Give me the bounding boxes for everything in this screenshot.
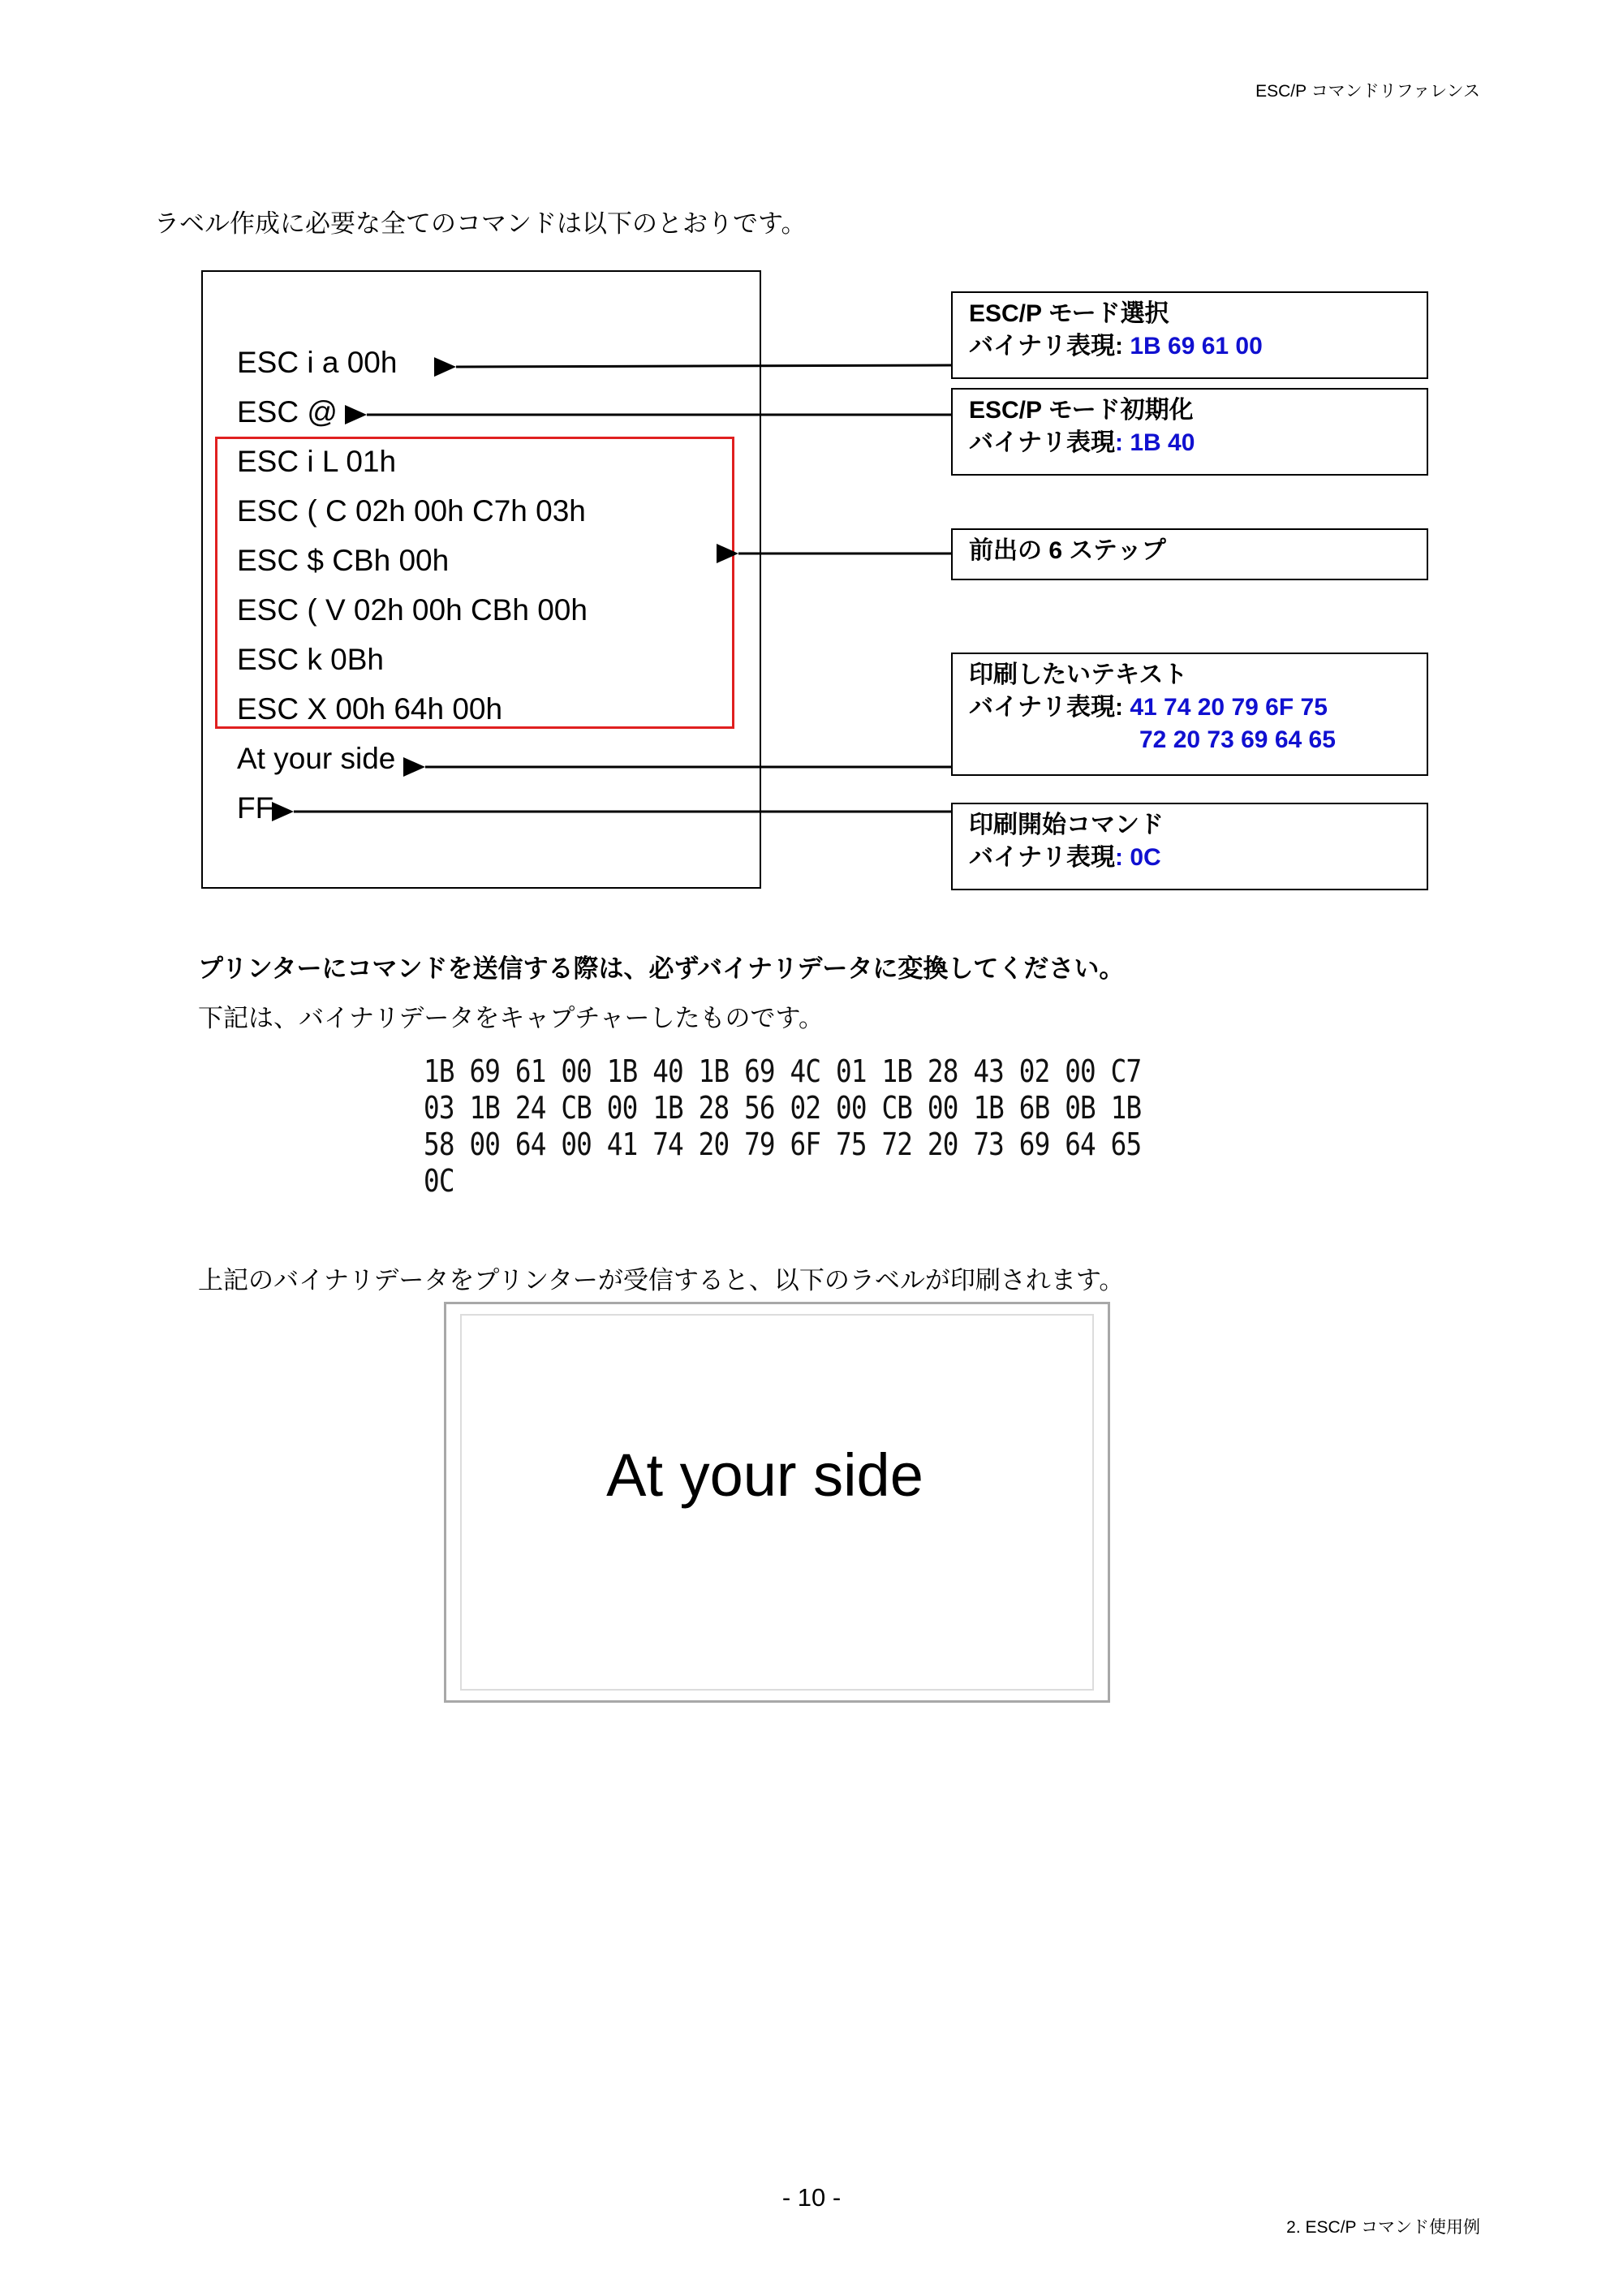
command-line: FF xyxy=(237,791,274,825)
conversion-note: プリンターにコマンドを送信する際は、必ずバイナリデータに変換してください。 xyxy=(198,954,1125,983)
callout-title: 印刷開始コマンド xyxy=(969,812,1164,838)
command-line: ESC $ CBh 00h xyxy=(237,544,450,577)
running-header: ESC/P コマンドリファレンス xyxy=(1255,82,1480,101)
command-line: ESC i L 01h xyxy=(237,445,397,478)
binary-value: : 0C xyxy=(1115,844,1161,871)
callout-title: 前出の 6 ステップ xyxy=(969,537,1166,564)
command-line: ESC ( V 02h 00h CBh 00h xyxy=(237,593,588,627)
command-line: At your side xyxy=(237,742,396,775)
running-footer: 2. ESC/P コマンド使用例 xyxy=(1286,2218,1480,2237)
command-line: ESC ( C 02h 00h C7h 03h xyxy=(237,494,586,528)
intro-text: ラベル作成に必要な全てのコマンドは以下のとおりです。 xyxy=(154,209,807,238)
command-line: ESC @ xyxy=(237,395,338,429)
callout-text xyxy=(951,653,1428,776)
capture-note: 下記は、バイナリデータをキャプチャーしたものです。 xyxy=(198,1004,824,1032)
binary-value: : 1B 40 xyxy=(1115,429,1195,456)
binary-label: バイナリ表現: xyxy=(969,694,1123,721)
binary-value: 41 74 20 79 6F 75 xyxy=(1130,694,1328,721)
callout-title: 印刷したいテキスト xyxy=(969,661,1188,688)
callout-print-start xyxy=(951,803,1428,890)
binary-label: バイナリ表現 xyxy=(969,429,1115,456)
hex-dump-line: 58 00 64 00 41 74 20 79 6F 75 72 20 73 69 64 65 xyxy=(424,1126,1142,1162)
callout-mode-init xyxy=(951,388,1428,476)
hex-dump-line: 1B 69 61 00 1B 40 1B 69 4C 01 1B 28 43 02 00 C7 xyxy=(424,1053,1142,1089)
label-preview-text: At your side xyxy=(606,1441,923,1509)
binary-label: バイナリ表現: xyxy=(969,333,1123,360)
command-line: ESC X 00h 64h 00h xyxy=(237,692,503,726)
binary-value-continued: 72 20 73 69 64 65 xyxy=(1139,726,1336,753)
hex-dump-line: 0C xyxy=(424,1163,454,1199)
result-note: 上記のバイナリデータをプリンターが受信すると、以下のラベルが印刷されます。 xyxy=(198,1266,1125,1294)
page-number: - 10 - xyxy=(781,2183,842,2212)
binary-label: バイナリ表現 xyxy=(969,844,1115,871)
callout-mode-select xyxy=(951,291,1428,379)
binary-value: 1B 69 61 00 xyxy=(1130,333,1263,360)
arrow-mode-select xyxy=(456,365,951,367)
command-line: ESC i a 00h xyxy=(237,346,398,379)
callout-title: ESC/P モード初期化 xyxy=(969,397,1194,424)
callout-title: ESC/P モード選択 xyxy=(969,300,1169,327)
hex-dump-line: 03 1B 24 CB 00 1B 28 56 02 00 CB 00 1B 6B 0B 1B xyxy=(424,1090,1142,1126)
callout-six-steps xyxy=(951,528,1428,580)
command-line: ESC k 0Bh xyxy=(237,643,384,676)
